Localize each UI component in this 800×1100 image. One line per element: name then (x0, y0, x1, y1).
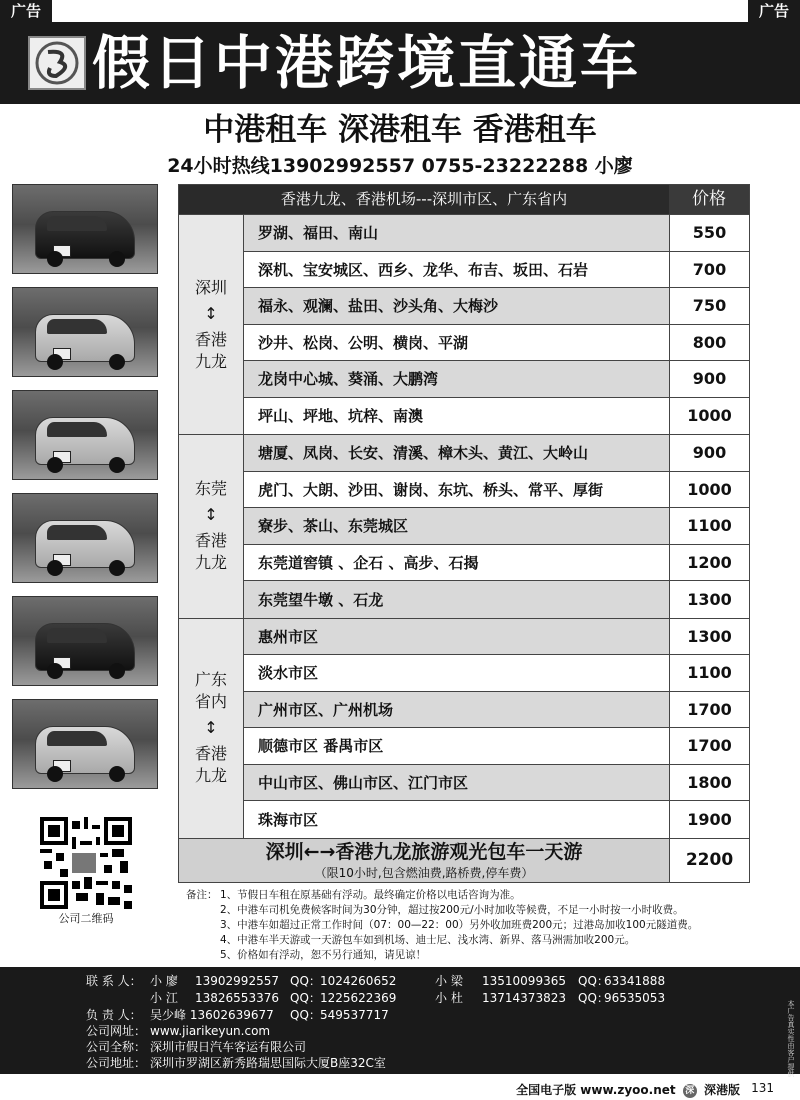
qq-label: QQ： (578, 991, 609, 1005)
company-address: 深圳市罗湖区新秀路瑞思国际大厦B座32C室 (150, 1056, 386, 1070)
qq-label: QQ： (578, 974, 609, 988)
region-origin: 东莞 (194, 479, 227, 499)
qr-code-icon (40, 817, 132, 909)
price-cell: 1300 (669, 581, 749, 618)
note-item: 1、节假日车租在原基础有浮动。最终确定价格以电话咨询为准。 (220, 889, 521, 901)
contact-phone: 13510099365 (482, 974, 566, 988)
destination-cell: 坪山、坪地、坑梓、南澳 (244, 398, 669, 435)
region-destination: 香港 九龙 (194, 744, 227, 785)
side-disclaimer: 本广告真实性由客户提供 (787, 1000, 795, 1077)
ad-label-right: 广告 (748, 0, 800, 22)
destination-cell: 寮步、茶山、东莞城区 (244, 508, 669, 544)
region-origin: 广东 省内 (194, 670, 227, 711)
qq-label: QQ： (290, 991, 321, 1005)
price-cell: 800 (669, 325, 749, 361)
page-footer (0, 1077, 800, 1100)
contact-name: 小 梁 (435, 974, 463, 988)
footer-edition: 深港版 (703, 1083, 740, 1097)
price-cell: 1200 (669, 545, 749, 581)
contact-phone: 13902992557 (195, 974, 279, 988)
up-down-arrow-icon: ↕ (204, 303, 218, 323)
table-row (244, 398, 749, 435)
price-cell: 1900 (669, 801, 749, 838)
hotline: 24小时热线13902992557 0755-23222288 小廖 (167, 155, 633, 177)
contact-phone: 13826553376 (195, 991, 279, 1005)
note-item: 4、中港车半天游或一天游包车如到机场、迪士尼、浅水湾、新界、落马洲需加收200元。 (220, 934, 636, 946)
price-table (178, 184, 750, 883)
page-number: 131 (751, 1081, 774, 1095)
destination-cell: 广州市区、广州机场 (244, 692, 669, 728)
manager: 吴少峰 13602639677 (150, 1008, 274, 1022)
tour-row (179, 838, 749, 882)
price-cell: 1700 (669, 692, 749, 728)
contact-label: 联 系 人： (86, 974, 142, 988)
van-photo (12, 184, 158, 274)
note-item: 3、中港车如超过正常工作时间（07：00—22：00）另外收加班费200元；过港岛加收100元隧道费。 (220, 919, 699, 931)
table-row (244, 692, 749, 729)
contact-qq: 63341888 (604, 974, 666, 988)
up-down-arrow-icon: ↕ (204, 718, 218, 737)
table-row (244, 545, 749, 582)
contact-name: 小 江 (150, 991, 178, 1005)
van-photo (12, 287, 158, 377)
table-row (244, 361, 749, 398)
van-photo (12, 596, 158, 686)
contact-phone: 13714373823 (482, 991, 566, 1005)
website-label: 公司网址： (86, 1024, 147, 1038)
notes-label: 备注： (186, 889, 218, 901)
region-group (179, 618, 749, 838)
destination-cell: 淡水市区 (244, 655, 669, 691)
table-row (244, 765, 749, 802)
header-price: 价格 (669, 185, 749, 214)
destination-cell: 惠州市区 (244, 619, 669, 655)
footer-site[interactable]: 全国电子版 www.zyoo.net (516, 1083, 676, 1097)
contact-qq: 1225622369 (320, 991, 397, 1005)
price-cell: 1800 (669, 765, 749, 801)
table-row (244, 288, 749, 325)
price-cell: 1100 (669, 508, 749, 544)
table-header (179, 185, 749, 214)
ad-label-left: 广告 (0, 0, 52, 22)
region-destination: 香港 九龙 (194, 531, 227, 573)
table-row (244, 435, 749, 472)
destination-cell: 东莞道窖镇 、企石 、高步、石揭 (244, 545, 669, 581)
region-origin: 深圳 (194, 277, 227, 297)
region-group (179, 214, 749, 434)
region-label (179, 619, 244, 838)
price-cell: 1300 (669, 619, 749, 655)
table-row (244, 581, 749, 618)
contact-name: 小 廖 (150, 974, 178, 988)
destination-cell: 中山市区、佛山市区、江门市区 (244, 765, 669, 801)
van-photo (12, 390, 158, 480)
manager-label: 负 责 人： (86, 1008, 142, 1022)
van-photo (12, 493, 158, 583)
contact-panel (0, 967, 800, 1074)
destination-cell: 顺德市区 番禺市区 (244, 728, 669, 764)
note-item: 2、中港车司机免费候客时间为30分钟，超过按200元/小时加收等候费，不足一小时按一小时收费。 (220, 904, 684, 916)
address-label: 公司地址： (86, 1056, 147, 1070)
destination-cell: 罗湖、福田、南山 (244, 215, 669, 251)
price-cell: 900 (669, 361, 749, 397)
table-row (244, 801, 749, 838)
contact-qq: 96535053 (604, 991, 666, 1005)
notes (186, 888, 766, 963)
van-photo-column (12, 184, 160, 802)
note-item: 5、价格如有浮动，恕不另行通知，请见谅！ (220, 949, 427, 961)
price-cell: 1000 (669, 472, 749, 508)
subtitle: 中港租车 深港租车 香港租车 (203, 112, 597, 148)
region-label (179, 215, 244, 434)
destination-cell: 珠海市区 (244, 801, 669, 838)
header-route: 香港九龙、香港机场---深圳市区、广东省内 (280, 190, 568, 208)
price-cell: 1700 (669, 728, 749, 764)
tour-title: 深圳←→香港九龙旅游观光包车一天游 (265, 840, 583, 863)
fullname-label: 公司全称： (86, 1040, 147, 1054)
table-row (244, 508, 749, 545)
table-row (244, 252, 749, 289)
region-destination: 香港 九龙 (194, 329, 227, 371)
company-logo-icon (28, 36, 86, 90)
price-cell: 750 (669, 288, 749, 324)
table-row (244, 472, 749, 509)
up-down-arrow-icon: ↕ (204, 505, 218, 525)
destination-cell: 虎门、大朗、沙田、谢岗、东坑、桥头、常平、厚街 (244, 472, 669, 508)
qr-label: 公司二维码 (58, 912, 114, 925)
destination-cell: 塘厦、凤岗、长安、清溪、樟木头、黄江、大岭山 (244, 435, 669, 471)
website-link[interactable]: www.jiarikeyun.com (150, 1024, 271, 1038)
destination-cell: 龙岗中心城、葵涌、大鹏湾 (244, 361, 669, 397)
destination-cell: 深机、宝安城区、西乡、龙华、布吉、坂田、石岩 (244, 252, 669, 288)
table-row (244, 619, 749, 656)
contact-qq: 1024260652 (320, 974, 397, 988)
contact-name: 小 杜 (435, 991, 463, 1005)
tour-subtitle: （限10小时,包含燃油费,路桥费,停车费） (314, 865, 534, 880)
page-title: 假日中港跨境直通车 (92, 29, 642, 97)
table-row (244, 655, 749, 692)
price-cell: 1100 (669, 655, 749, 691)
price-cell: 700 (669, 252, 749, 288)
qq-label: QQ： (290, 1008, 321, 1022)
van-photo (12, 699, 158, 789)
footer-badge-icon: 深 (683, 1084, 697, 1098)
destination-cell: 东莞望牛墩 、石龙 (244, 581, 669, 618)
qq-label: QQ： (290, 974, 321, 988)
region-group (179, 434, 749, 618)
table-row (244, 325, 749, 362)
destination-cell: 福永、观澜、盐田、沙头角、大梅沙 (244, 288, 669, 324)
table-row (244, 728, 749, 765)
price-cell: 550 (669, 215, 749, 251)
price-cell: 1000 (669, 398, 749, 435)
table-row (244, 215, 749, 252)
region-label (179, 435, 244, 618)
destination-cell: 沙井、松岗、公明、横岗、平湖 (244, 325, 669, 361)
company-fullname: 深圳市假日汽车客运有限公司 (150, 1040, 307, 1054)
manager-qq: 549537717 (320, 1008, 389, 1022)
header-banner (0, 22, 800, 104)
price-cell: 900 (669, 435, 749, 471)
tour-price: 2200 (669, 839, 749, 882)
